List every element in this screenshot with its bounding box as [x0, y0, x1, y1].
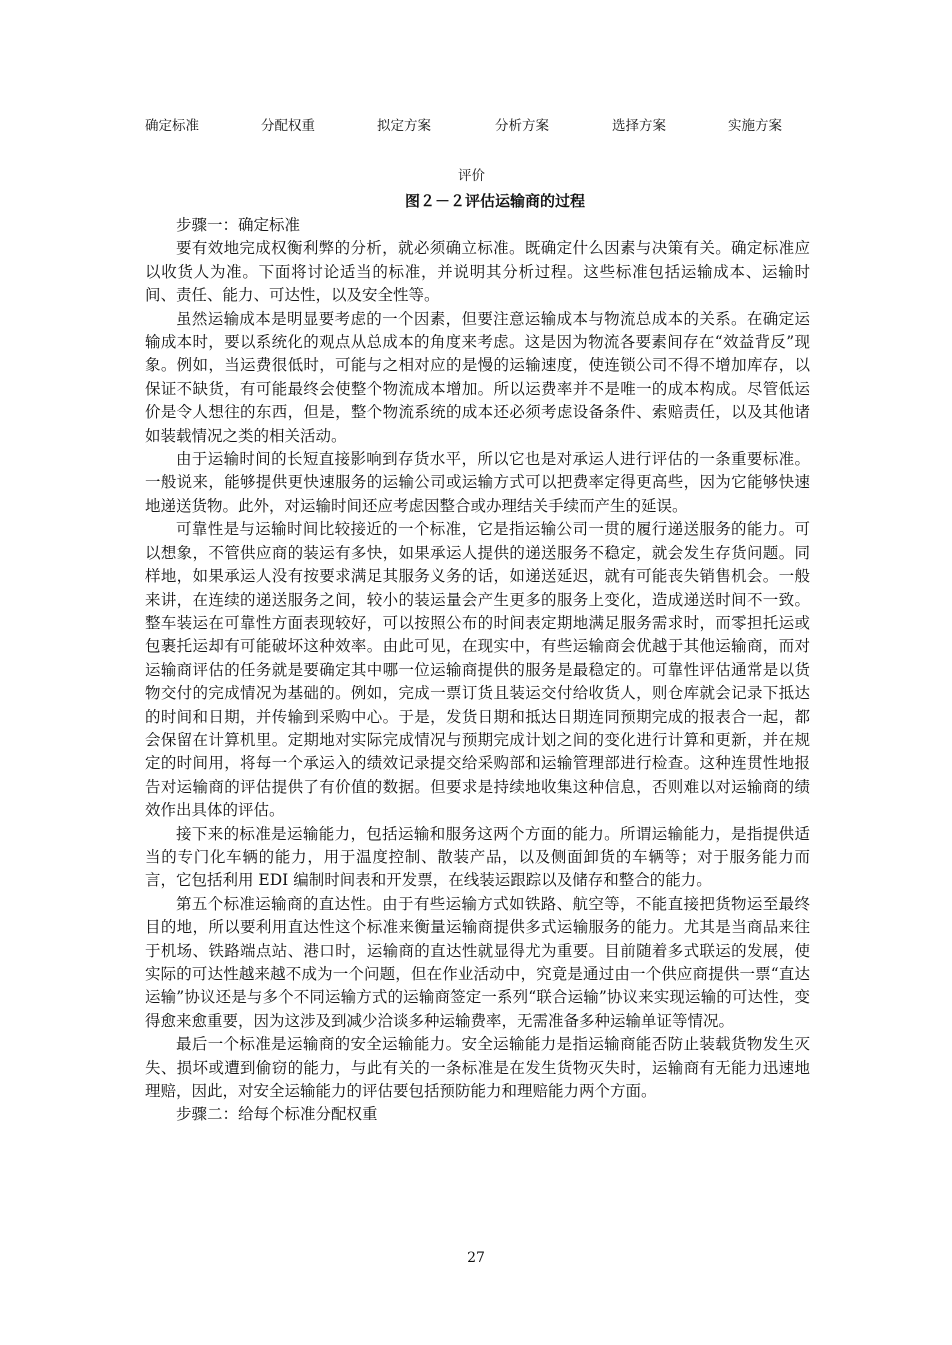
paragraph-criteria-intro: 要有效地完成权衡利弊的分析，就必须确立标准。既确定什么因素与决策有关。确定标准应以收货人为准。下面将讨论适当的标准，并说明其分析过程。这些标准包括运输成本、运输时间、责任、能力、可达性，以及安全性等。: [145, 239, 810, 305]
paragraph-capability: 接下来的标准是运输能力，包括运输和服务这两个方面的能力。所谓运输能力，是指提供适当的专门化车辆的能力，用于温度控制、散装产品，以及侧面卸货的车辆等；对于服务能力而言，它包括利用 EDI 编制时间表和开发票，在线装运跟踪以及储存和整合的能力。: [145, 824, 810, 890]
paragraph-accessibility: 第五个标准运输商的直达性。由于有些运输方式如铁路、航空等，不能直接把货物运至最终目的地，所以要利用直达性这个标准来衡量运输商提供多式运输服务的能力。尤其是当商品来往于机场、铁路端点站、港口时，运输商的直达性就显得尤为重要。目前随着多式联运的发展，使实际的可达性越来越不成为一个问题，但在作业活动中，究竟是通过由一个供应商提供一票“直达运输”协议还是与多个不同运输方式的运输商签定一系列“联合运输”协议来实现运输的可达性，变得愈来愈重要，因为这涉及到减少洽谈多种运输费率，无需准备多种运输单证等情况。: [145, 894, 810, 1030]
paragraph-transport-cost: 虽然运输成本是明显要考虑的一个因素，但要注意运输成本与物流总成本的关系。在确定运输成本时，要以系统化的观点从总成本的角度来考虑。这是因为物流各要素间存在“效益背反”现象。例如，当运费很低时，可能与之相对应的是慢的运输速度，使连锁公司不得不增加库存，以保证不缺货，有可能最终会使整个物流成本增加。所以运费率并不是唯一的成本构成。尽管低运价是令人想往的东西，但是，整个物流系统的成本还必须考虑设备条件、索赔责任，以及其他诸如装载情况之类的相关活动。: [145, 309, 810, 445]
flow-step-analyze-plans: 分析方案: [495, 118, 549, 134]
step-one-heading: 步骤一：确定标准: [176, 216, 301, 234]
paragraph-security: 最后一个标准是运输商的安全运输能力。安全运输能力是指运输商能否防止装载货物发生灭失、损坏或遭到偷窃的能力，与此有关的一条标准是在发生货物灭失时，运输商有无能力迅速地理赔，因此，对安全运输能力的评估要包括预防能力和理赔能力两个方面。: [145, 1035, 810, 1101]
paragraph-transport-time: 由于运输时间的长短直接影响到存货水平，所以它也是对承运人进行评估的一条重要标准。一般说来，能够提供更快速服务的运输公司或运输方式可以把费率定得更高些，因为它能够快速地递送货物。此外，对运输时间还应考虑因整合或办理结关手续而产生的延误。: [145, 450, 810, 515]
page-number: 27: [467, 1250, 485, 1266]
flow-step-implement-plan: 实施方案: [728, 118, 782, 134]
body-text: [145, 214, 810, 1127]
figure-caption: 图２－２评估运输商的过程: [404, 192, 585, 210]
flow-step-define-criteria: 确定标准: [145, 118, 199, 134]
paragraph-reliability: 可靠性是与运输时间比较接近的一个标准，它是指运输公司一贯的履行递送服务的能力。可以想象，不管供应商的装运有多快，如果承运人提供的递送服务不稳定，就会发生存货问题。同样地，如果承运人没有按要求满足其服务义务的话，如递送延迟，就有可能丧失销售机会。一般来讲，在连续的递送服务之间，较小的装运量会产生更多的服务上变化，造成递送时间不一致。整车装运在可靠性方面表现较好，可以按照公布的时间表定期地满足服务需求时，而零担托运或包裹托运却有可能破坏这种效率。由此可见，在现实中，有些运输商会优越于其他运输商，而对运输商评估的任务就是要确定其中哪一位运输商提供的服务是最稳定的。可靠性评估通常是以货物交付的完成情况为基础的。例如，完成一票订货且装运交付给收货人，则仓库就会记录下抵达的时间和日期，并传输到采购中心。于是，发货日期和抵达日期连同预期完成的报表合一起，都会保留在计算机里。定期地对实际完成情况与预期完成计划之间的变化进行计算和更新，并在规定的时间用，将每一个承运入的绩效记录提交给采购部和运输管理部进行检查。这种连贯性地报告对运输商的评估提供了有价值的数据。但要求是持续地收集这种信息，否则难以对运输商的绩效作出具体的评估。: [145, 520, 810, 820]
step-two-heading: 步骤二：给每个标准分配权重: [176, 1105, 378, 1124]
flow-step-assign-weights: 分配权重: [261, 118, 315, 134]
flow-step-select-plan: 选择方案: [612, 118, 666, 134]
flow-evaluation-label: 评价: [458, 168, 485, 184]
process-flow: [0, 116, 952, 138]
flow-step-draft-plans: 拟定方案: [377, 118, 431, 134]
